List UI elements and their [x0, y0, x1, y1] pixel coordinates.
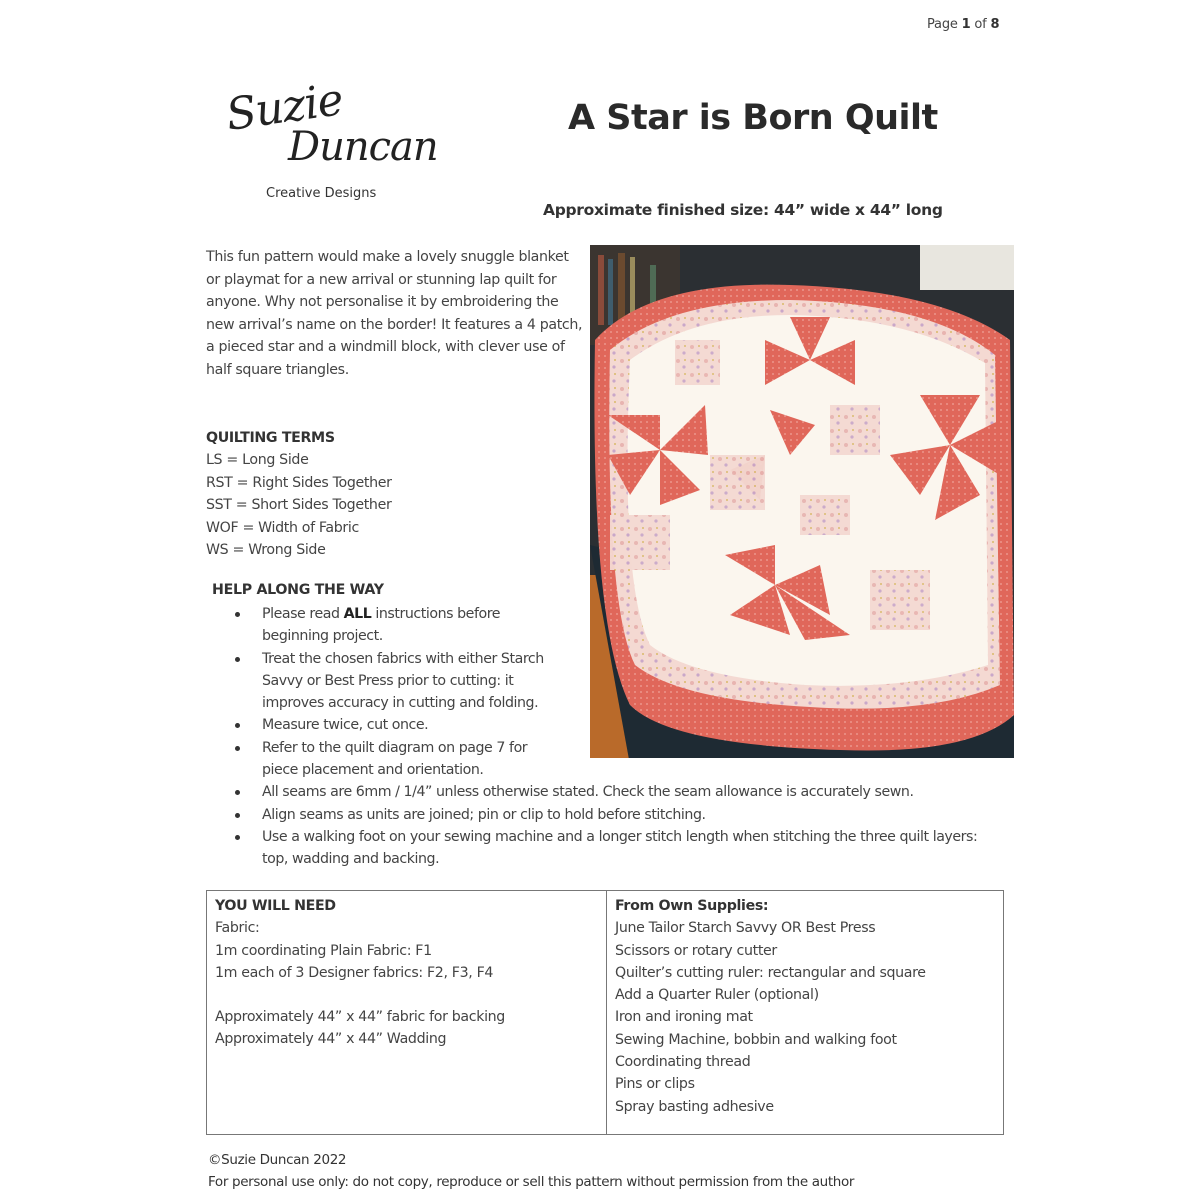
copyright: ©Suzie Duncan 2022 — [208, 1152, 347, 1168]
own-supplies-column — [607, 891, 1003, 1134]
materials-table — [206, 890, 1004, 1135]
page-title: A Star is Born Quilt — [568, 98, 938, 138]
help-item: Align seams as units are joined; pin or clip to hold before stitching. — [232, 804, 992, 826]
page-current: 1 — [961, 17, 971, 32]
term-item: WOF = Width of Fabric — [206, 519, 359, 536]
supply-item: Add a Quarter Ruler (optional) — [615, 987, 819, 1004]
page-total: 8 — [990, 17, 1000, 32]
supply-item: Iron and ironing mat — [615, 1009, 753, 1026]
quilting-terms-heading: QUILTING TERMS — [206, 430, 335, 446]
help-item-text: instructions before beginning project. — [262, 606, 501, 645]
supply-item: Scissors or rotary cutter — [615, 942, 777, 959]
help-item — [232, 603, 562, 648]
help-item-text: Please read — [262, 606, 344, 622]
term-item: SST = Short Sides Together — [206, 497, 392, 514]
brand-logo — [223, 74, 438, 207]
fabric-label: Fabric: — [215, 920, 260, 937]
supply-item: Pins or clips — [615, 1076, 695, 1093]
intro-paragraph: This fun pattern would make a lovely snuggle blanket or playmat for a new arrival or stunning lap quilt for anyone. Why not personalise it by embroidering the new arrival’s name on the border! It features a 4 patch, a pieced star and a windmill block, with clever use of half square triangles. — [206, 249, 583, 378]
page-label: Page — [927, 17, 958, 32]
usage-notice: For personal use only: do not copy, reproduce or sell this pattern without permission from the author — [208, 1174, 855, 1190]
you-will-need-heading: YOU WILL NEED — [215, 898, 336, 914]
supply-item: Coordinating thread — [615, 1054, 751, 1071]
help-item: Use a walking foot on your sewing machine and a longer stitch length when stitching the three quilt layers: top, wadding and backing. — [232, 826, 982, 871]
help-item: Refer to the quilt diagram on page 7 for piece placement and orientation. — [232, 737, 562, 782]
supply-item: June Tailor Starch Savvy OR Best Press — [615, 920, 876, 937]
page-number — [927, 17, 999, 32]
fabric-item: 1m each of 3 Designer fabrics: F2, F3, F4 — [215, 964, 494, 981]
supply-item: Spray basting adhesive — [615, 1098, 774, 1115]
page-of: of — [974, 17, 987, 32]
help-item: Treat the chosen fabrics with either Starch Savvy or Best Press prior to cutting: it improves accuracy in cutting and folding. — [232, 648, 562, 715]
help-item: All seams are 6mm / 1/4” unless otherwise stated. Check the seam allowance is accurately sewn. — [232, 781, 992, 803]
help-item: Measure twice, cut once. — [232, 714, 562, 736]
quilt-photo — [590, 245, 1014, 758]
help-heading: HELP ALONG THE WAY — [212, 582, 384, 598]
term-item: WS = Wrong Side — [206, 542, 326, 559]
material-item: Approximately 44” x 44” Wadding — [215, 1031, 447, 1048]
finished-size: Approximate finished size: 44” wide x 44” long — [543, 201, 943, 219]
help-item-emphasis: ALL — [343, 606, 372, 622]
term-item: RST = Right Sides Together — [206, 474, 392, 491]
fabric-item: 1m coordinating Plain Fabric: F1 — [215, 942, 432, 959]
supply-item: Sewing Machine, bobbin and walking foot — [615, 1031, 897, 1048]
own-supplies-heading: From Own Supplies: — [615, 898, 769, 914]
quilting-terms — [206, 427, 392, 561]
term-item: LS = Long Side — [206, 452, 309, 469]
logo-script-last: Duncan — [288, 124, 438, 170]
logo-subtitle: Creative Designs — [266, 186, 377, 201]
supply-item: Quilter’s cutting ruler: rectangular and square — [615, 964, 926, 981]
quilt-photo-illustration — [590, 245, 1014, 758]
you-will-need-column — [207, 891, 607, 1134]
material-item: Approximately 44” x 44” fabric for backing — [215, 1009, 505, 1026]
footer — [208, 1149, 854, 1193]
logo-script-first: Suzie — [223, 74, 346, 141]
